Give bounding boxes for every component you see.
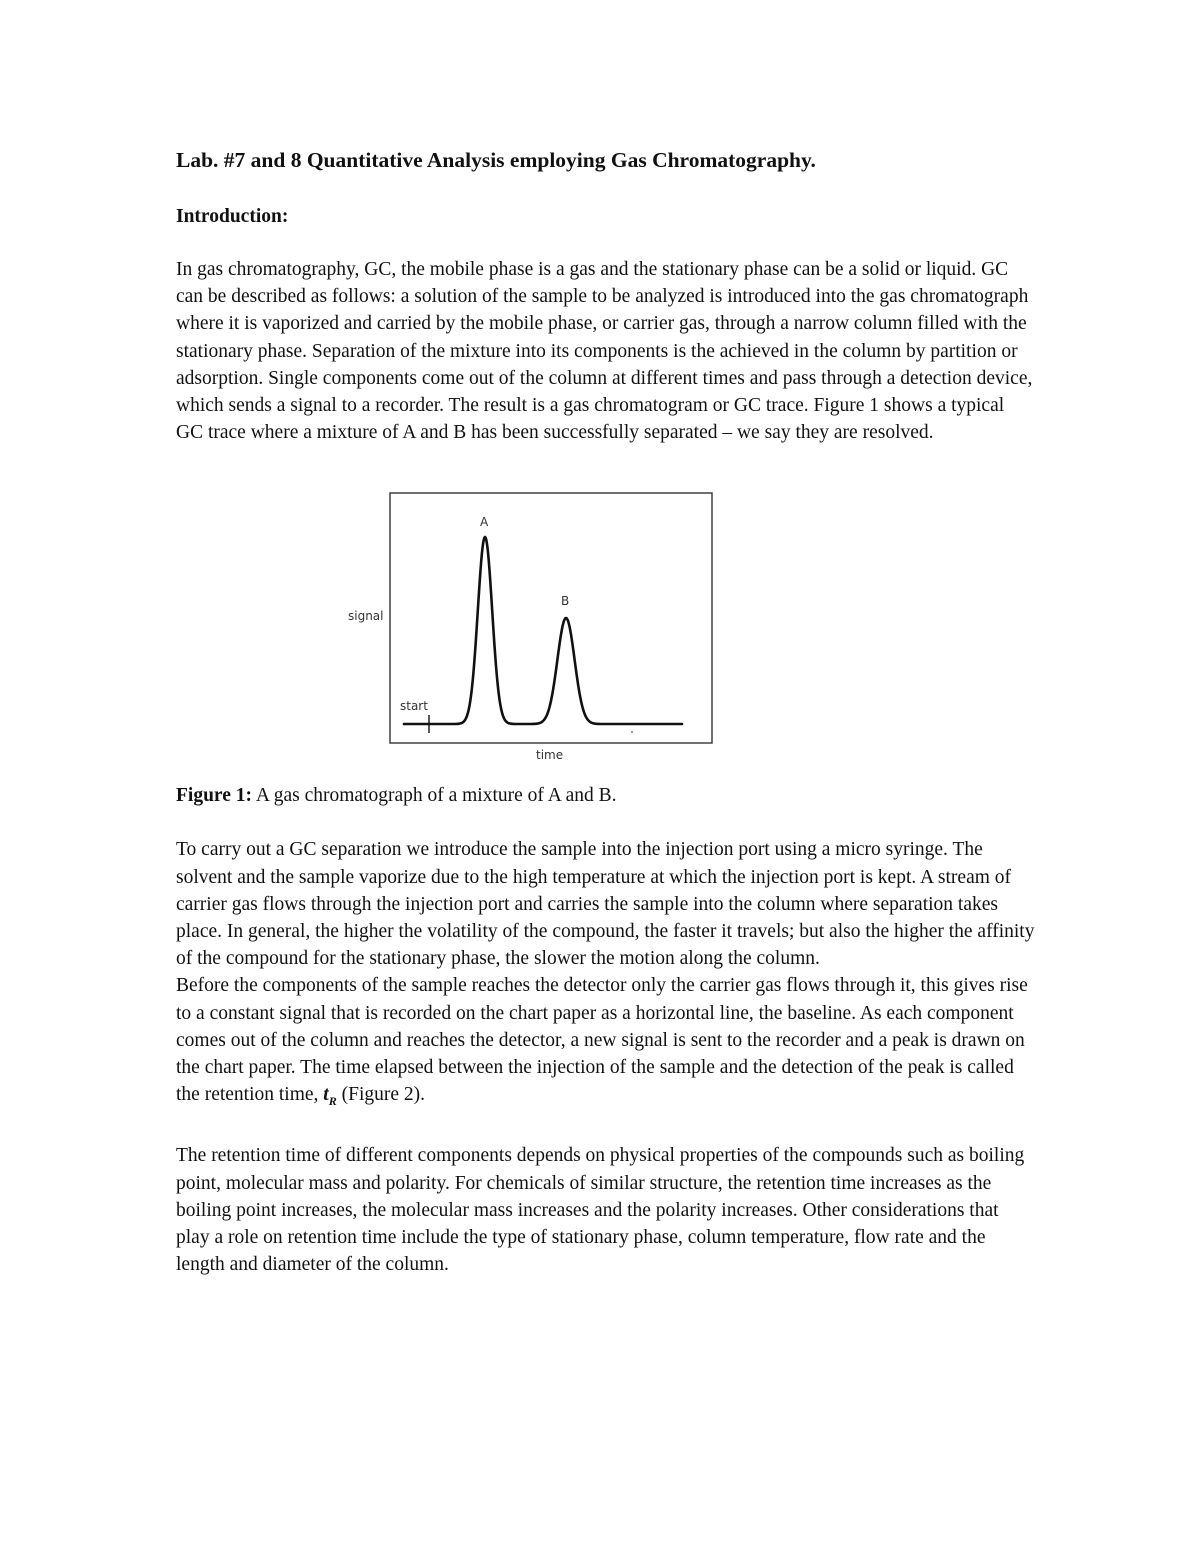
retention-paragraph-text: Before the components of the sample reaches the detector only the carrier gas flows through it, this gives rise to a constant signal that is recorded on the chart paper as a horizontal line, the baseline. As each component comes out of the column and reaches the detector, a new signal is sent to the recorder and a peak is drawn on the chart paper. The time elapsed between the injection of the sample and the detection of the peak is called the retention time, [176,975,1028,1106]
y-axis-label: signal [348,609,384,624]
retention-symbol-subscript: R [328,1094,337,1109]
document-title: Lab. #7 and 8 Quantitative Analysis employing Gas Chromatography. [176,148,816,172]
introduction-heading: Introduction: [176,206,289,227]
retention-paragraph-end: (Figure 2). [336,1084,426,1106]
peak-a-label: A [480,515,489,530]
peak-b-label: B [561,594,570,609]
gc-trace-line [404,537,682,724]
x-axis-label: time [536,748,564,763]
retention-symbol-t: t [323,1084,329,1106]
document-page [176,146,1036,1278]
figure-caption-label: Figure 1: [176,785,253,807]
start-label: start [400,699,428,714]
retention-factors-paragraph: The retention time of different components depends on physical properties of the compounds such as boiling point, molecular mass and polarity. For chemicals of similar structure, the retention time increases as the boiling point increases, the molecular mass increases and the polarity increases. Other considerations that play a role on retention time include the type of stationary phase, column temperature, flow rate and the length and diameter of the column. [176,1145,1025,1276]
figure-1-caption [176,782,1036,809]
injection-paragraph: To carry out a GC separation we introduce the sample into the injection port using a micro syringe. The solvent and the sample vaporize due to the high temperature at which the injection port is kept. A stream of carrier gas flows through the injection port and carries the sample into the column where separation takes place. In general, the higher the volatility of the compound, the faster it travels; but also the higher the affinity of the compound for the stationary phase, the slower the motion along the column. [176,839,1035,970]
figure-1-gc-trace [336,484,716,764]
retention-time-symbol [323,1084,337,1109]
gc-trace-svg [336,484,716,764]
figure-caption-text: A gas chromatograph of a mixture of A and B. [252,785,617,807]
intro-paragraph: In gas chromatography, GC, the mobile phase is a gas and the stationary phase can be a solid or liquid. GC can be described as follows: a solution of the sample to be analyzed is introduced into the gas chromatograph where it is vaporized and carried by the mobile phase, or carrier gas, through a narrow column filled with the stationary phase. Separation of the mixture into its components is the achieved in the column by partition or adsorption. Single components come out of the column at different times and pass through a detection device, which sends a signal to a recorder. The result is a gas chromatogram or GC trace. Figure 1 shows a typical GC trace where a mixture of A and B has been successfully separated – we say they are resolved. [176,259,1033,444]
retention-paragraph [176,972,1036,1115]
